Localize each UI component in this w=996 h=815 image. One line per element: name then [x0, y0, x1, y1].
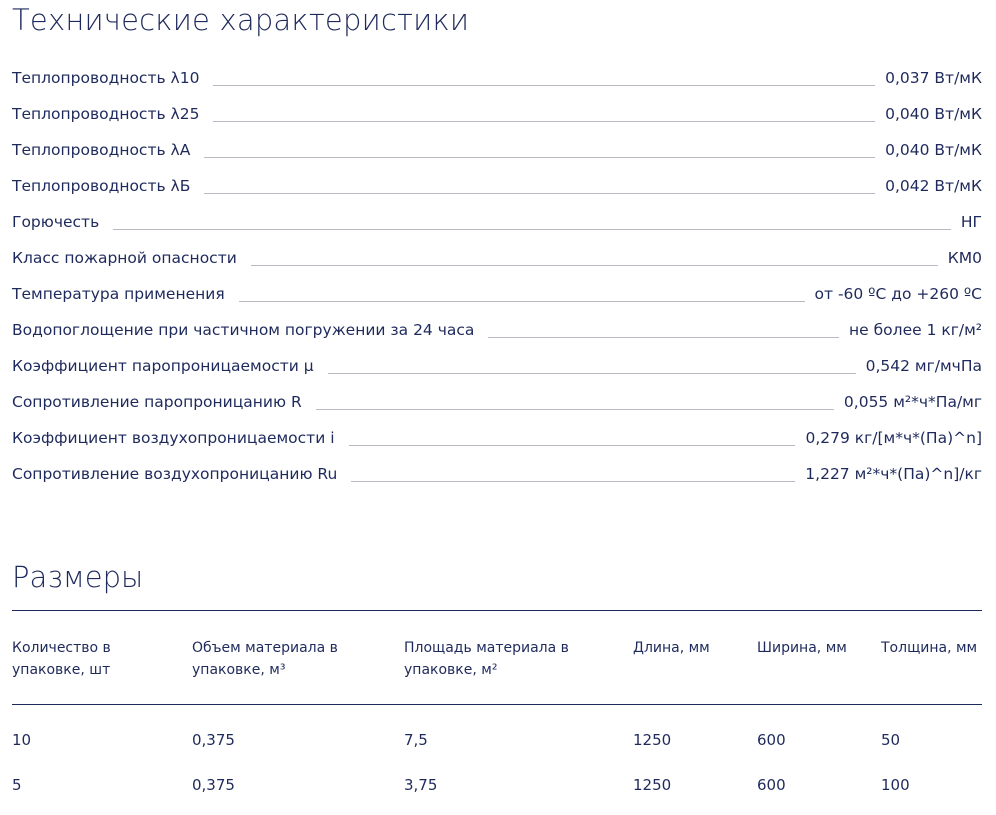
table-header-divider	[12, 704, 982, 705]
spec-value: НГ	[960, 213, 982, 231]
table-cell: 0,375	[192, 731, 235, 749]
column-header-quantity: Количество в упаковке, шт	[12, 640, 111, 678]
spec-row	[12, 378, 982, 414]
table-top-divider	[12, 610, 982, 611]
specs-list	[12, 54, 982, 486]
table-cell: 0,375	[192, 776, 235, 794]
table-cell: 5	[12, 776, 22, 794]
spec-row	[12, 162, 982, 198]
leader-line	[213, 120, 875, 122]
spec-row	[12, 198, 982, 234]
spec-value: 0,037 Вт/мК	[885, 69, 982, 87]
spec-label: Горючесть	[12, 213, 100, 231]
spec-label: Теплопроводность λБ	[12, 177, 191, 195]
column-header-area: Площадь материала в упаковке, м²	[404, 640, 569, 678]
spec-label: Сопротивление воздухопроницанию Ru	[12, 465, 338, 483]
spec-row	[12, 126, 982, 162]
spec-value: КМ0	[947, 249, 982, 267]
table-cell: 600	[757, 776, 786, 794]
table-cell: 1250	[633, 731, 672, 749]
table-cell: 7,5	[404, 731, 428, 749]
spec-label: Теплопроводность λ25	[12, 105, 200, 123]
specs-title: Технические характеристики	[12, 3, 470, 37]
spec-row	[12, 270, 982, 306]
spec-row	[12, 342, 982, 378]
spec-row	[12, 234, 982, 270]
leader-line	[239, 300, 805, 302]
leader-line	[251, 264, 938, 266]
spec-label: Коэффициент воздухопроницаемости i	[12, 429, 335, 447]
spec-label: Теплопроводность λ10	[12, 69, 200, 87]
spec-label: Температура применения	[12, 285, 225, 303]
table-cell: 10	[12, 731, 32, 749]
leader-line	[204, 156, 875, 158]
spec-label: Водопоглощение при частичном погружении за 24 часа	[12, 321, 475, 339]
leader-line	[316, 408, 834, 410]
spec-label: Класс пожарной опасности	[12, 249, 237, 267]
table-cell: 3,75	[404, 776, 438, 794]
leader-line	[351, 480, 795, 482]
spec-value: 1,227 м²*ч*(Па)^n]/кг	[805, 465, 982, 483]
spec-value: 0,055 м²*ч*Па/мг	[843, 393, 982, 411]
leader-line	[488, 336, 839, 338]
column-header-volume: Объем материала в упаковке, м³	[192, 640, 338, 678]
column-header-width: Ширина, мм	[757, 640, 847, 656]
table-header	[12, 637, 982, 687]
leader-line	[349, 444, 796, 446]
table-cell: 50	[881, 731, 901, 749]
dimensions-title: Размеры	[12, 560, 144, 594]
table-row	[12, 731, 982, 755]
column-header-length: Длина, мм	[633, 640, 710, 656]
column-header-thickness: Толщина, мм	[881, 640, 978, 656]
spec-value: 0,542 мг/мчПа	[865, 357, 982, 375]
spec-row	[12, 414, 982, 450]
table-cell: 600	[757, 731, 786, 749]
spec-row	[12, 306, 982, 342]
spec-value: 0,040 Вт/мК	[885, 141, 982, 159]
table-row	[12, 776, 982, 800]
leader-line	[204, 192, 875, 194]
spec-value: 0,040 Вт/мК	[885, 105, 982, 123]
spec-row	[12, 450, 982, 486]
table-cell: 100	[881, 776, 910, 794]
leader-line	[213, 84, 875, 86]
table-cell: 1250	[633, 776, 672, 794]
spec-value: 0,279 кг/[м*ч*(Па)^n]	[805, 429, 982, 447]
spec-row	[12, 90, 982, 126]
spec-label: Сопротивление паропроницанию R	[12, 393, 302, 411]
spec-label: Коэффициент паропроницаемости μ	[12, 357, 314, 375]
leader-line	[328, 372, 856, 374]
spec-value: 0,042 Вт/мК	[885, 177, 982, 195]
spec-row	[12, 54, 982, 90]
spec-value: от -60 ºС до +260 ºС	[814, 285, 982, 303]
leader-line	[113, 228, 951, 230]
spec-value: не более 1 кг/м²	[849, 321, 982, 339]
spec-label: Теплопроводность λА	[12, 141, 191, 159]
